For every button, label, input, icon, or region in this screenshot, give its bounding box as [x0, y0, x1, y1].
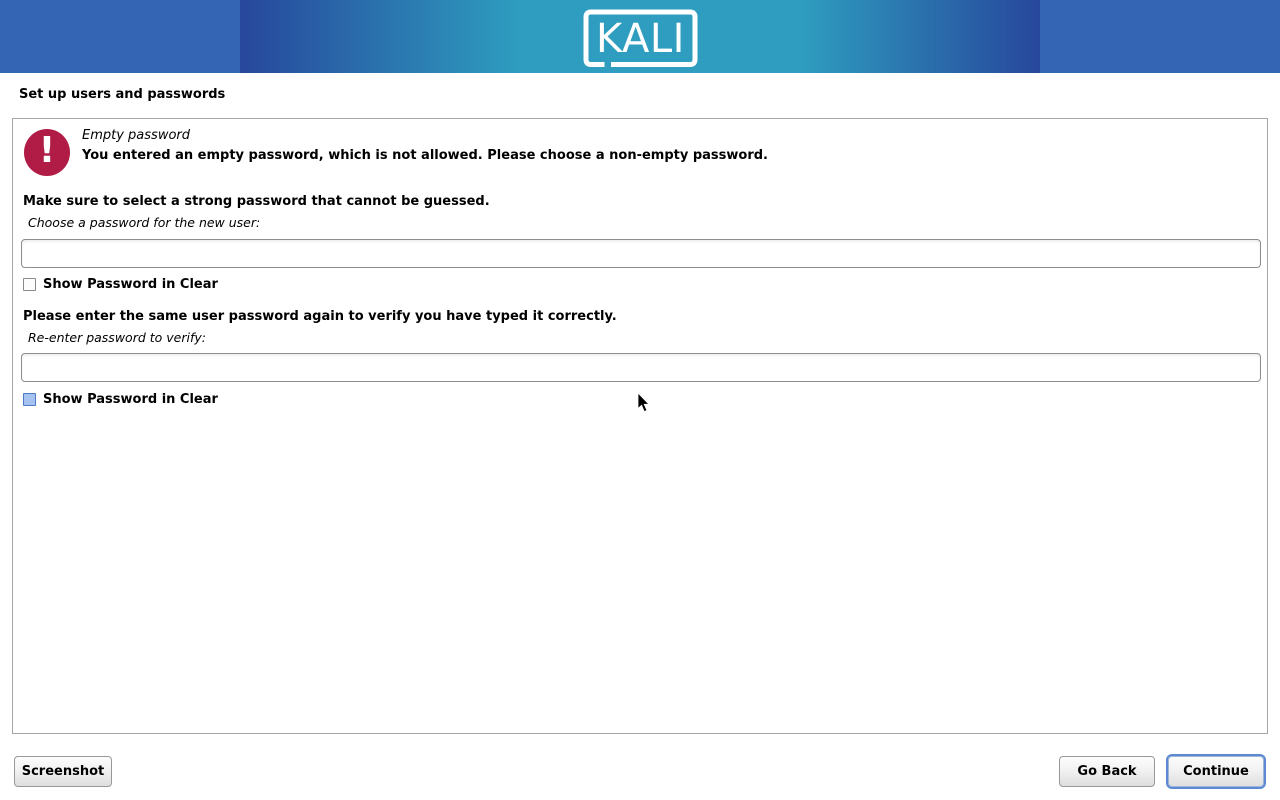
kali-logo-icon — [583, 9, 698, 68]
go-back-button[interactable]: Go Back — [1059, 756, 1155, 787]
show-password-label-1: Show Password in Clear — [43, 277, 218, 292]
error-exclamation-icon: ! — [24, 129, 70, 176]
mouse-cursor — [637, 393, 652, 414]
error-message: You entered an empty password, which is not allowed. Please choose a non-empty password. — [82, 148, 768, 163]
screenshot-button[interactable]: Screenshot — [14, 756, 112, 787]
show-password-checkbox-row-2[interactable] — [23, 392, 218, 407]
password-field-label: Choose a password for the new user: — [28, 215, 261, 230]
show-password-checkbox-row-1[interactable] — [23, 277, 218, 292]
verify-password-hint: Please enter the same user password again to verify you have typed it correctly. — [23, 309, 617, 324]
verify-field-label: Re-enter password to verify: — [28, 330, 206, 345]
main-panel — [12, 118, 1268, 734]
show-password-checkbox-2[interactable] — [23, 393, 36, 406]
page-title: Set up users and passwords — [19, 87, 226, 102]
password-input[interactable] — [21, 239, 1261, 268]
banner — [0, 0, 1280, 73]
error-title: Empty password — [82, 128, 190, 143]
verify-password-input[interactable] — [21, 353, 1261, 382]
continue-button[interactable]: Continue — [1166, 754, 1266, 789]
kali-logo-text: KALI — [596, 16, 685, 62]
show-password-label-2: Show Password in Clear — [43, 392, 218, 407]
show-password-checkbox-1[interactable] — [23, 278, 36, 291]
password-strength-hint: Make sure to select a strong password that cannot be guessed. — [23, 194, 490, 209]
